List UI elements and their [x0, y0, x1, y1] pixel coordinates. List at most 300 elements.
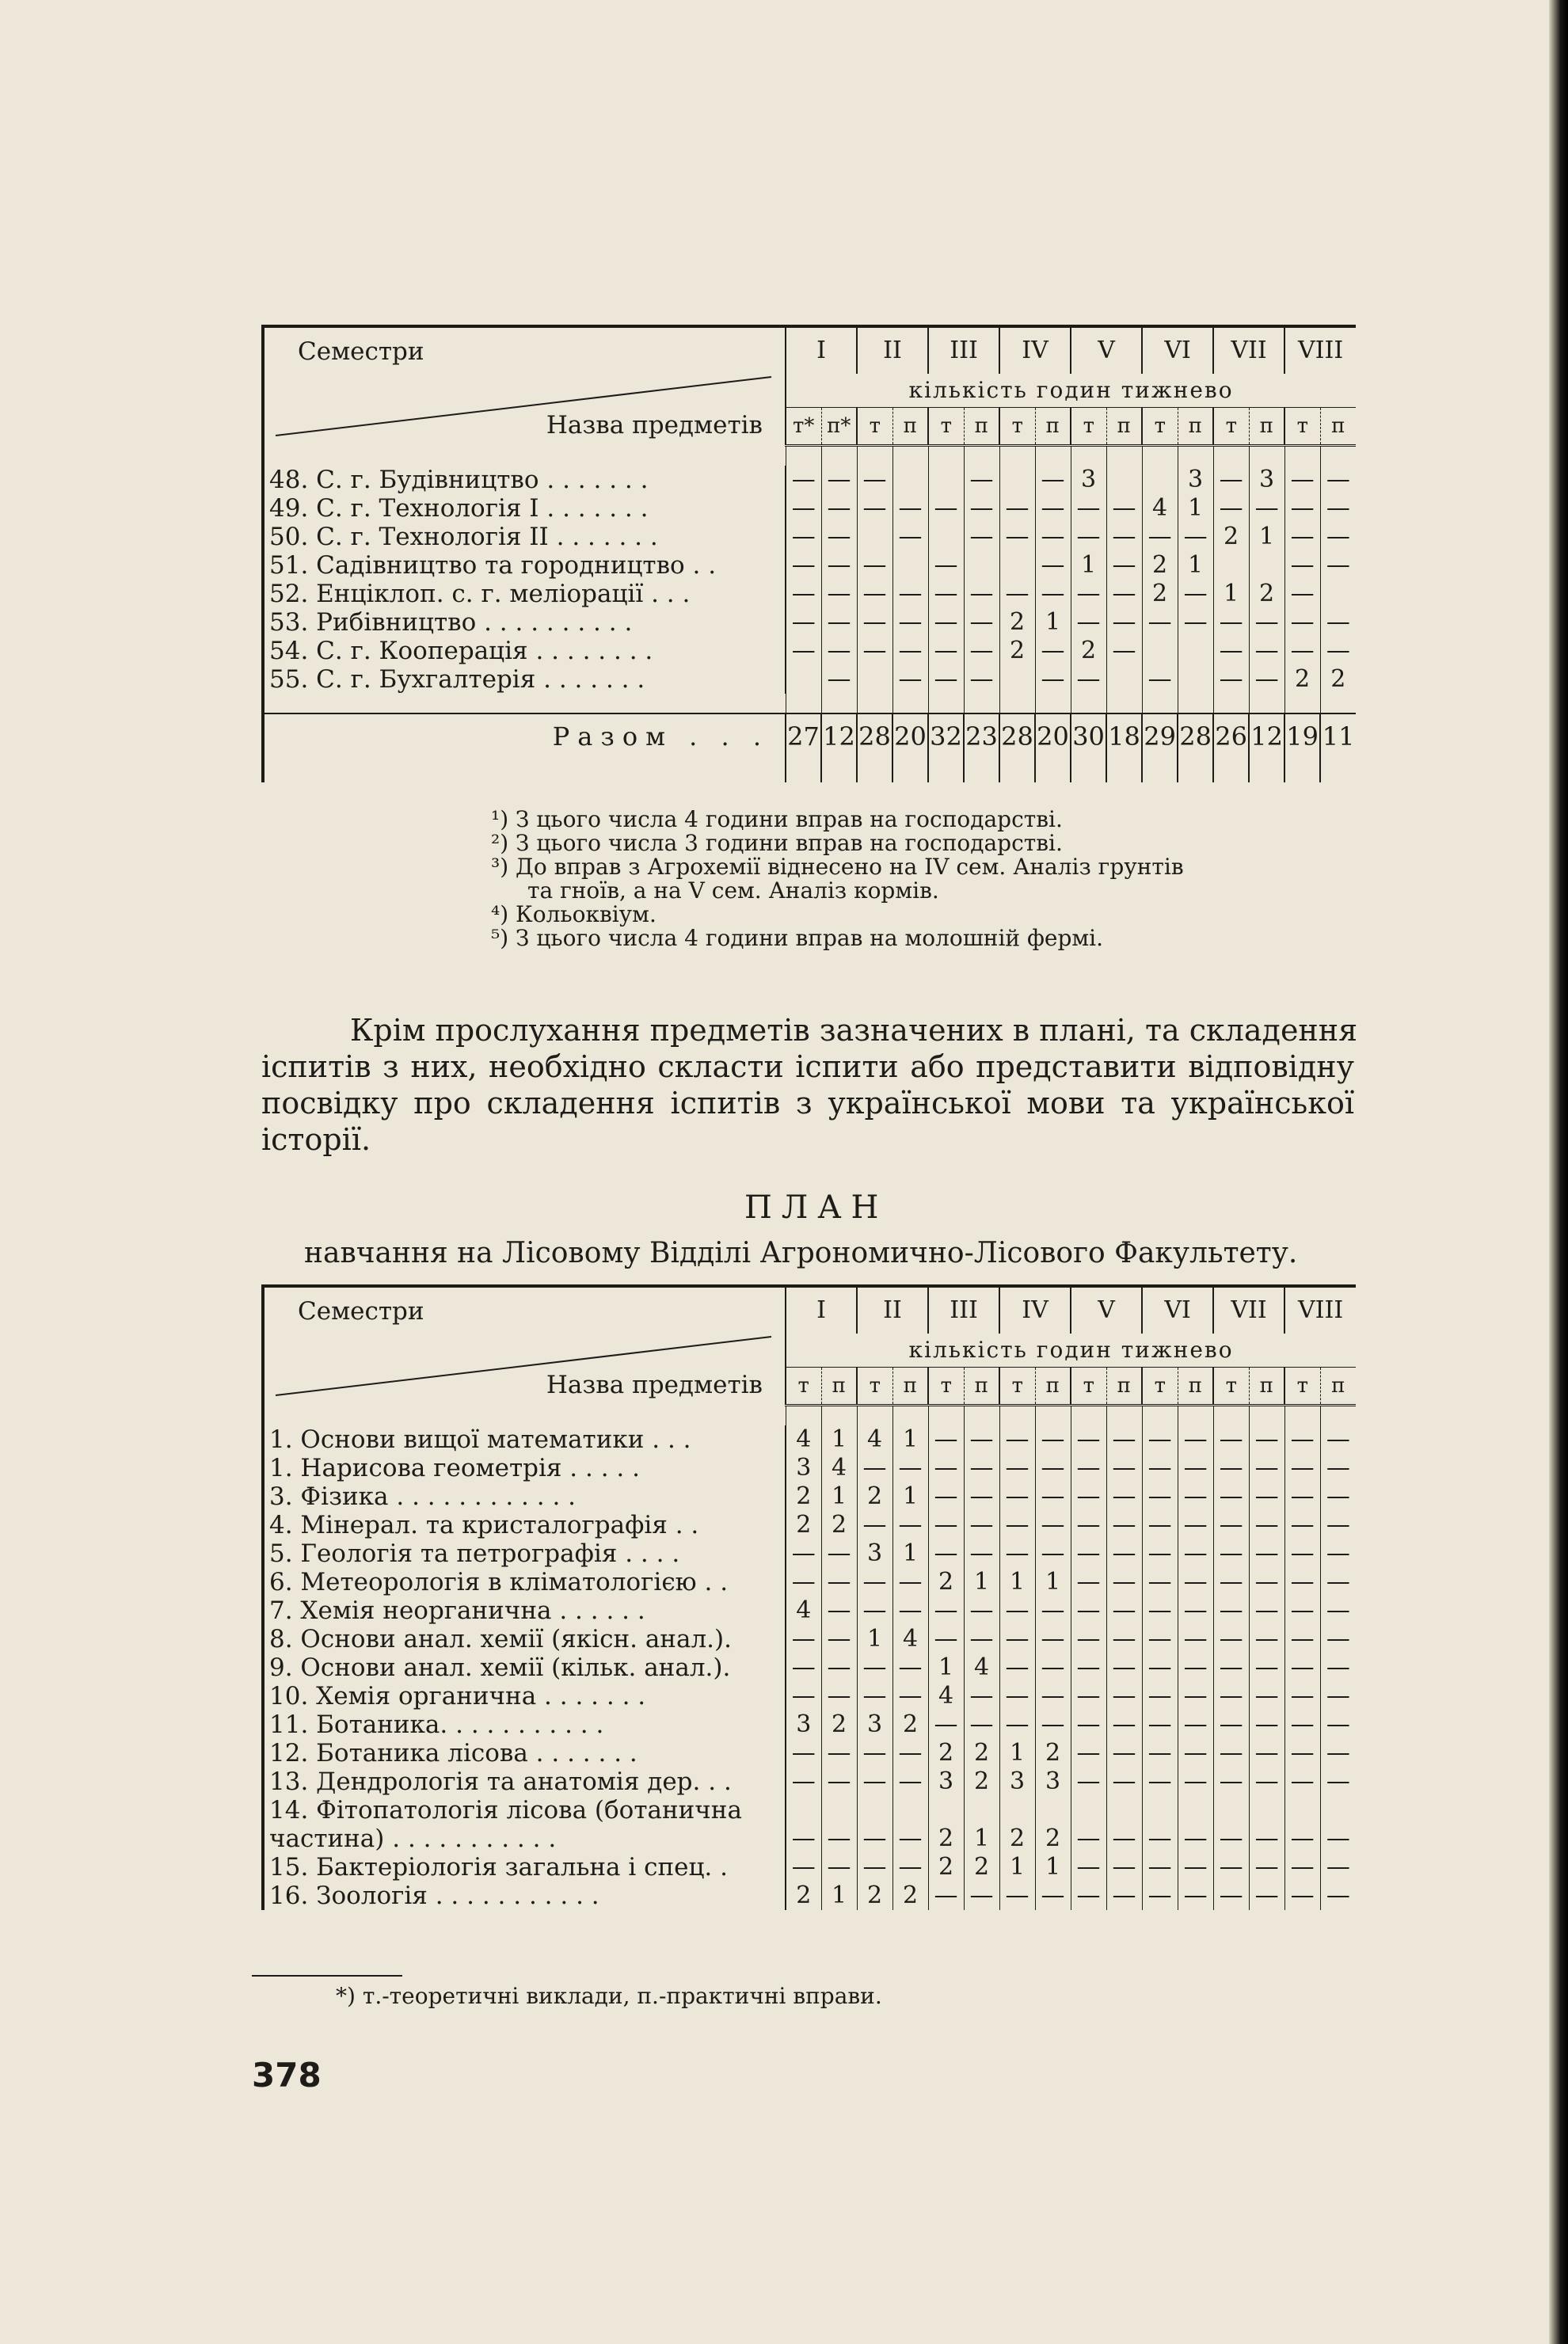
- hours-cell: —: [892, 1454, 928, 1482]
- hours-cell: —: [1320, 1882, 1356, 1910]
- hours-cell: —: [857, 494, 892, 523]
- hours-cell: —: [1249, 1682, 1284, 1710]
- hours-cell: [1178, 637, 1213, 665]
- table-row: [263, 1568, 1356, 1596]
- hours-cell: [1178, 1796, 1213, 1825]
- subcolumn-header: п: [1249, 1368, 1284, 1406]
- hours-cell: —: [821, 523, 857, 551]
- hours-cell: —: [786, 1853, 821, 1882]
- hours-cell: —: [1142, 523, 1178, 551]
- hours-cell: —: [892, 1825, 928, 1853]
- hours-cell: —: [1213, 1482, 1249, 1511]
- total-cell: 20: [892, 713, 928, 759]
- hours-cell: —: [892, 1568, 928, 1596]
- hours-cell: —: [1284, 523, 1320, 551]
- hours-cell: —: [1249, 1454, 1284, 1482]
- subcolumn-header: т: [1284, 408, 1320, 446]
- table-row: [263, 1768, 1356, 1796]
- hours-cell: —: [1213, 494, 1249, 523]
- hours-cell: —: [1035, 1625, 1071, 1653]
- hours-cell: [928, 523, 964, 551]
- hours-cell: 2: [928, 1853, 964, 1882]
- hours-cell: 1: [999, 1568, 1035, 1596]
- subcolumn-header: т: [1213, 1368, 1249, 1406]
- hours-cell: —: [1106, 1425, 1142, 1454]
- hours-cell: 2: [964, 1739, 999, 1768]
- hours-cell: —: [964, 1596, 999, 1625]
- hours-cell: [1035, 1796, 1071, 1825]
- hours-cell: —: [1106, 580, 1142, 608]
- total-cell: 11: [1320, 713, 1356, 759]
- subcolumn-header: т*: [786, 408, 821, 446]
- hours-cell: —: [786, 494, 821, 523]
- subcolumn-header: п: [892, 408, 928, 446]
- hours-cell: —: [1213, 1568, 1249, 1596]
- hours-cell: —: [1071, 523, 1106, 551]
- hours-cell: —: [857, 1682, 892, 1710]
- hours-cell: —: [892, 1596, 928, 1625]
- subcolumn-header: п: [1178, 1368, 1213, 1406]
- hours-cell: —: [821, 551, 857, 580]
- hours-cell: —: [1071, 1539, 1106, 1568]
- hours-cell: —: [1249, 1596, 1284, 1625]
- semester-header: III: [928, 1286, 999, 1334]
- hours-cell: —: [1106, 1511, 1142, 1539]
- table-row: [263, 637, 1356, 665]
- hours-cell: 4: [928, 1682, 964, 1710]
- hours-cell: —: [964, 523, 999, 551]
- footnote-1: ¹) З цього числа 4 години вправ на господарстві.: [491, 806, 1063, 832]
- body-paragraph: [261, 1012, 1358, 1158]
- table-row: [263, 1625, 1356, 1653]
- hours-cell: 4: [821, 1454, 857, 1482]
- hours-cell: —: [1142, 1482, 1178, 1511]
- hours-cell: —: [1320, 1653, 1356, 1682]
- hours-cell: —: [964, 494, 999, 523]
- subcolumn-header: п: [1035, 408, 1071, 446]
- hours-cell: —: [1284, 1568, 1320, 1596]
- hours-cell: —: [1249, 665, 1284, 694]
- hours-cell: —: [821, 1568, 857, 1596]
- hours-cell: —: [1249, 1568, 1284, 1596]
- hours-cell: —: [786, 1625, 821, 1653]
- forestry-schedule-table: [261, 1284, 1356, 1910]
- hours-cell: —: [1142, 1425, 1178, 1454]
- hours-cell: —: [892, 1682, 928, 1710]
- hours-cell: —: [1035, 551, 1071, 580]
- hours-cell: —: [1142, 665, 1178, 694]
- total-cell: 23: [964, 713, 999, 759]
- hours-cell: —: [892, 580, 928, 608]
- semester-header: II: [857, 326, 928, 374]
- hours-cell: —: [821, 1853, 857, 1882]
- hours-cell: [821, 1796, 857, 1825]
- hours-cell: —: [928, 1425, 964, 1454]
- hours-cell: —: [857, 637, 892, 665]
- hours-cell: —: [1178, 1739, 1213, 1768]
- hours-cell: —: [1035, 466, 1071, 494]
- hours-cell: —: [786, 608, 821, 637]
- hours-cell: [1284, 1796, 1320, 1825]
- hours-cell: —: [1213, 1768, 1249, 1796]
- hours-cell: [892, 1796, 928, 1825]
- hours-cell: —: [1178, 1539, 1213, 1568]
- hours-cell: —: [1106, 1882, 1142, 1910]
- hours-cell: —: [928, 580, 964, 608]
- hours-cell: —: [928, 1625, 964, 1653]
- hours-cell: —: [1071, 1596, 1106, 1625]
- hours-cell: —: [1071, 1653, 1106, 1682]
- hours-cell: —: [1178, 1596, 1213, 1625]
- hours-cell: 2: [928, 1568, 964, 1596]
- hours-cell: 1: [892, 1539, 928, 1568]
- hours-cell: —: [1035, 637, 1071, 665]
- table-row: [263, 1425, 1356, 1454]
- hours-cell: 2: [1035, 1825, 1071, 1853]
- hours-cell: 2: [1213, 523, 1249, 551]
- subject-name: 54. С. г. Кооперація . . . . . . . .: [263, 637, 786, 665]
- hours-cell: —: [1249, 494, 1284, 523]
- hours-cell: —: [1142, 1511, 1178, 1539]
- hours-cell: —: [821, 1739, 857, 1768]
- table-row: [263, 1653, 1356, 1682]
- subject-name: 1. Нарисова геометрія . . . . .: [263, 1454, 786, 1482]
- hours-cell: —: [1320, 1539, 1356, 1568]
- hours-cell: 1: [1035, 608, 1071, 637]
- hours-cell: —: [1071, 1568, 1106, 1596]
- hours-cell: —: [1071, 1853, 1106, 1882]
- hours-cell: 2: [892, 1710, 928, 1739]
- hours-cell: —: [999, 1539, 1035, 1568]
- hours-cell: —: [1142, 1596, 1178, 1625]
- total-cell: 28: [857, 713, 892, 759]
- hours-cell: [928, 466, 964, 494]
- hours-cell: —: [964, 637, 999, 665]
- total-cell: 32: [928, 713, 964, 759]
- hours-cell: —: [1035, 523, 1071, 551]
- hours-cell: —: [1035, 1710, 1071, 1739]
- hours-cell: —: [1178, 1653, 1213, 1682]
- hours-cell: —: [1249, 1739, 1284, 1768]
- hours-cell: 2: [857, 1882, 892, 1910]
- hours-cell: [1249, 551, 1284, 580]
- hours-cell: [1178, 665, 1213, 694]
- hours-cell: —: [821, 608, 857, 637]
- hours-cell: —: [1035, 1454, 1071, 1482]
- hours-cell: [1106, 665, 1142, 694]
- hours-cell: —: [1213, 1454, 1249, 1482]
- subcolumn-header: п: [1106, 1368, 1142, 1406]
- hours-cell: [999, 551, 1035, 580]
- table-row: [263, 1596, 1356, 1625]
- subjects-label: Назва предметів: [546, 1370, 763, 1399]
- semesters-label: Семестри: [298, 337, 424, 366]
- subcolumn-header: п*: [821, 408, 857, 446]
- hours-cell: —: [786, 523, 821, 551]
- hours-cell: —: [1142, 1739, 1178, 1768]
- subject-name: 9. Основи анал. хемії (кільк. анал.).: [263, 1653, 786, 1682]
- hours-cell: —: [1249, 1882, 1284, 1910]
- hours-cell: [892, 551, 928, 580]
- hours-cell: —: [1249, 1625, 1284, 1653]
- subcolumn-header: т: [928, 1368, 964, 1406]
- hours-cell: —: [1106, 1568, 1142, 1596]
- header-corner: [263, 1286, 786, 1406]
- hours-cell: —: [1213, 1825, 1249, 1853]
- subject-name: 8. Основи анал. хемії (якісн. анал.).: [263, 1625, 786, 1653]
- hours-cell: —: [857, 1653, 892, 1682]
- hours-cell: 2: [999, 637, 1035, 665]
- hours-cell: —: [1284, 1739, 1320, 1768]
- hours-cell: —: [1284, 608, 1320, 637]
- hours-cell: —: [1284, 1825, 1320, 1853]
- hours-cell: —: [964, 1625, 999, 1653]
- hours-cell: 1: [1249, 523, 1284, 551]
- hours-cell: 1: [964, 1825, 999, 1853]
- hours-cell: —: [821, 494, 857, 523]
- hours-cell: —: [1106, 1625, 1142, 1653]
- hours-cell: —: [999, 1482, 1035, 1511]
- table-row: [263, 580, 1356, 608]
- hours-cell: —: [1142, 1882, 1178, 1910]
- hours-cell: 1: [1178, 494, 1213, 523]
- table-row: [263, 466, 1356, 494]
- totals-row: [263, 713, 1356, 759]
- hours-cell: —: [1178, 1568, 1213, 1596]
- hours-cell: [1213, 551, 1249, 580]
- hours-cell: —: [1035, 494, 1071, 523]
- hours-cell: —: [1142, 1568, 1178, 1596]
- hours-cell: —: [1320, 1710, 1356, 1739]
- hours-cell: —: [964, 1882, 999, 1910]
- hours-cell: 2: [1320, 665, 1356, 694]
- hours-cell: —: [964, 1425, 999, 1454]
- subcolumn-header: п: [1106, 408, 1142, 446]
- total-cell: 30: [1071, 713, 1106, 759]
- paragraph-line: історії.: [261, 1122, 371, 1157]
- hours-cell: —: [1178, 1768, 1213, 1796]
- table-row: [263, 1482, 1356, 1511]
- hours-cell: —: [786, 1653, 821, 1682]
- hours-cell: —: [1142, 1710, 1178, 1739]
- subcolumn-header: п: [1178, 408, 1213, 446]
- hours-cell: [1320, 1796, 1356, 1825]
- hours-cell: —: [786, 1568, 821, 1596]
- hours-cell: 1: [999, 1853, 1035, 1882]
- table-row: [263, 1796, 1356, 1825]
- total-cell: 12: [821, 713, 857, 759]
- hours-cell: —: [1213, 665, 1249, 694]
- hours-cell: 2: [786, 1482, 821, 1511]
- hours-cell: —: [1106, 1596, 1142, 1625]
- hours-cell: —: [1142, 1853, 1178, 1882]
- hours-cell: —: [1249, 1511, 1284, 1539]
- hours-cell: 2: [1035, 1739, 1071, 1768]
- footnote-5: ⁵) З цього числа 4 години вправ на молошній фермі.: [491, 925, 1104, 951]
- subcolumn-header: т: [928, 408, 964, 446]
- hours-cell: —: [1106, 1739, 1142, 1768]
- hours-cell: —: [999, 494, 1035, 523]
- hours-cell: —: [1106, 1454, 1142, 1482]
- hours-cell: —: [892, 494, 928, 523]
- hours-cell: [999, 1796, 1035, 1825]
- hours-cell: —: [1320, 1425, 1356, 1454]
- hours-cell: —: [1142, 1682, 1178, 1710]
- subject-name: 15. Бактеріологія загальна і спец. .: [263, 1853, 786, 1882]
- footnotes: [491, 808, 1184, 950]
- subcolumn-header: т: [1071, 1368, 1106, 1406]
- subject-name: 16. Зоологія . . . . . . . . . . .: [263, 1882, 786, 1910]
- hours-cell: —: [999, 1682, 1035, 1710]
- hours-cell: —: [1178, 1511, 1213, 1539]
- hours-cell: —: [1213, 1625, 1249, 1653]
- hours-cell: —: [1142, 1539, 1178, 1568]
- hours-cell: —: [1249, 1710, 1284, 1739]
- hours-cell: —: [1284, 1682, 1320, 1710]
- footnote-3-cont: та гноїв, а на V сем. Аналіз кормів.: [527, 877, 939, 904]
- hours-cell: —: [928, 1710, 964, 1739]
- hours-cell: —: [1035, 1511, 1071, 1539]
- hours-cell: —: [1142, 1454, 1178, 1482]
- hours-cell: —: [1284, 1539, 1320, 1568]
- subcolumn-header: т: [1213, 408, 1249, 446]
- paragraph-line: Крім прослухання предметів зазначених в плані, та складення: [350, 1013, 1358, 1048]
- semester-header: VII: [1213, 1286, 1284, 1334]
- hours-cell: —: [1249, 1425, 1284, 1454]
- hours-cell: 1: [892, 1425, 928, 1454]
- hours-cell: —: [1035, 1882, 1071, 1910]
- hours-cell: 1: [821, 1482, 857, 1511]
- hours-cell: —: [786, 1825, 821, 1853]
- subjects-label: Назва предметів: [546, 410, 763, 440]
- subcolumn-header: т: [857, 408, 892, 446]
- hours-cell: 2: [821, 1511, 857, 1539]
- subject-name: 51. Садівництво та городництво . .: [263, 551, 786, 580]
- hours-cell: —: [1320, 1825, 1356, 1853]
- hours-cell: —: [1071, 494, 1106, 523]
- hours-cell: —: [1284, 494, 1320, 523]
- agronomy-schedule-table: [261, 325, 1356, 782]
- hours-cell: —: [1249, 608, 1284, 637]
- hours-cell: —: [1213, 1425, 1249, 1454]
- hours-cell: [1320, 580, 1356, 608]
- hours-cell: —: [1178, 1482, 1213, 1511]
- hours-cell: —: [1178, 580, 1213, 608]
- hours-cell: —: [857, 1853, 892, 1882]
- hours-cell: —: [821, 1682, 857, 1710]
- hours-cell: 2: [928, 1739, 964, 1768]
- hours-cell: —: [1284, 580, 1320, 608]
- subcolumn-header: п: [964, 408, 999, 446]
- subject-name: 14. Фітопатологія лісова (ботанична: [263, 1796, 786, 1825]
- hours-cell: —: [964, 1710, 999, 1739]
- hours-cell: —: [1071, 1825, 1106, 1853]
- hours-cell: 3: [1249, 466, 1284, 494]
- hours-cell: —: [1320, 1853, 1356, 1882]
- hours-cell: —: [1284, 1882, 1320, 1910]
- hours-cell: —: [821, 1596, 857, 1625]
- hours-cell: —: [857, 551, 892, 580]
- subject-name: 13. Дендрологія та анатомія дер. . .: [263, 1768, 786, 1796]
- hours-cell: —: [999, 523, 1035, 551]
- hours-cell: 3: [999, 1768, 1035, 1796]
- table-row: [263, 551, 1356, 580]
- hours-cell: 2: [1284, 665, 1320, 694]
- hours-cell: —: [821, 1539, 857, 1568]
- hours-cell: —: [1320, 551, 1356, 580]
- subject-name: 5. Геологія та петрографія . . . .: [263, 1539, 786, 1568]
- hours-cell: 2: [786, 1882, 821, 1910]
- footnote-rule: [252, 1975, 402, 1977]
- hours-cell: 2: [999, 1825, 1035, 1853]
- hours-cell: —: [1249, 1825, 1284, 1853]
- table-row: [263, 665, 1356, 694]
- subject-name: 12. Ботаника лісова . . . . . . .: [263, 1739, 786, 1768]
- hours-cell: —: [821, 1625, 857, 1653]
- hours-cell: 3: [1071, 466, 1106, 494]
- hours-cell: —: [1035, 1539, 1071, 1568]
- hours-cell: —: [1035, 1653, 1071, 1682]
- hours-cell: —: [1249, 1768, 1284, 1796]
- subcolumn-header: п: [1320, 408, 1356, 446]
- hours-cell: [1142, 637, 1178, 665]
- hours-cell: —: [964, 466, 999, 494]
- hours-cell: —: [1320, 466, 1356, 494]
- hours-cell: —: [1071, 580, 1106, 608]
- hours-cell: —: [999, 1653, 1035, 1682]
- hours-cell: —: [1178, 1853, 1213, 1882]
- hours-cell: —: [1284, 637, 1320, 665]
- hours-cell: —: [857, 1825, 892, 1853]
- subject-name: 4. Мінерал. та кристалографія . .: [263, 1511, 786, 1539]
- subcolumn-header: т: [786, 1368, 821, 1406]
- hours-cell: [1071, 1796, 1106, 1825]
- hours-cell: —: [1106, 1482, 1142, 1511]
- hours-cell: —: [1106, 637, 1142, 665]
- hours-cell: —: [1106, 523, 1142, 551]
- hours-cell: —: [1106, 494, 1142, 523]
- hours-cell: 4: [892, 1625, 928, 1653]
- table-row: [263, 1853, 1356, 1882]
- hours-cell: 2: [964, 1768, 999, 1796]
- hours-cell: [1249, 1796, 1284, 1825]
- table-row: [263, 1882, 1356, 1910]
- table-row: [263, 1710, 1356, 1739]
- hours-cell: —: [1035, 580, 1071, 608]
- hours-cell: —: [1106, 1653, 1142, 1682]
- table-row: [263, 1682, 1356, 1710]
- hours-cell: —: [857, 1454, 892, 1482]
- hours-cell: —: [928, 665, 964, 694]
- hours-cell: —: [1249, 1853, 1284, 1882]
- paragraph-line: іспитів з них, необхідно скласти іспити або представити відповідну: [261, 1049, 1354, 1084]
- subcolumn-header: п: [1249, 408, 1284, 446]
- hours-cell: —: [1178, 1625, 1213, 1653]
- hours-cell: —: [1284, 1653, 1320, 1682]
- subject-name: 48. С. г. Будівництво . . . . . . .: [263, 466, 786, 494]
- subcolumn-header: п: [821, 1368, 857, 1406]
- hours-cell: —: [1284, 1710, 1320, 1739]
- subcolumn-header: т: [1142, 408, 1178, 446]
- semester-header: VIII: [1284, 326, 1356, 374]
- hours-cell: [964, 551, 999, 580]
- table-row: [263, 1539, 1356, 1568]
- hours-cell: —: [821, 1653, 857, 1682]
- hours-cell: —: [1178, 523, 1213, 551]
- hours-cell: [1106, 1796, 1142, 1825]
- hours-cell: —: [1284, 1454, 1320, 1482]
- semester-header: V: [1071, 326, 1142, 374]
